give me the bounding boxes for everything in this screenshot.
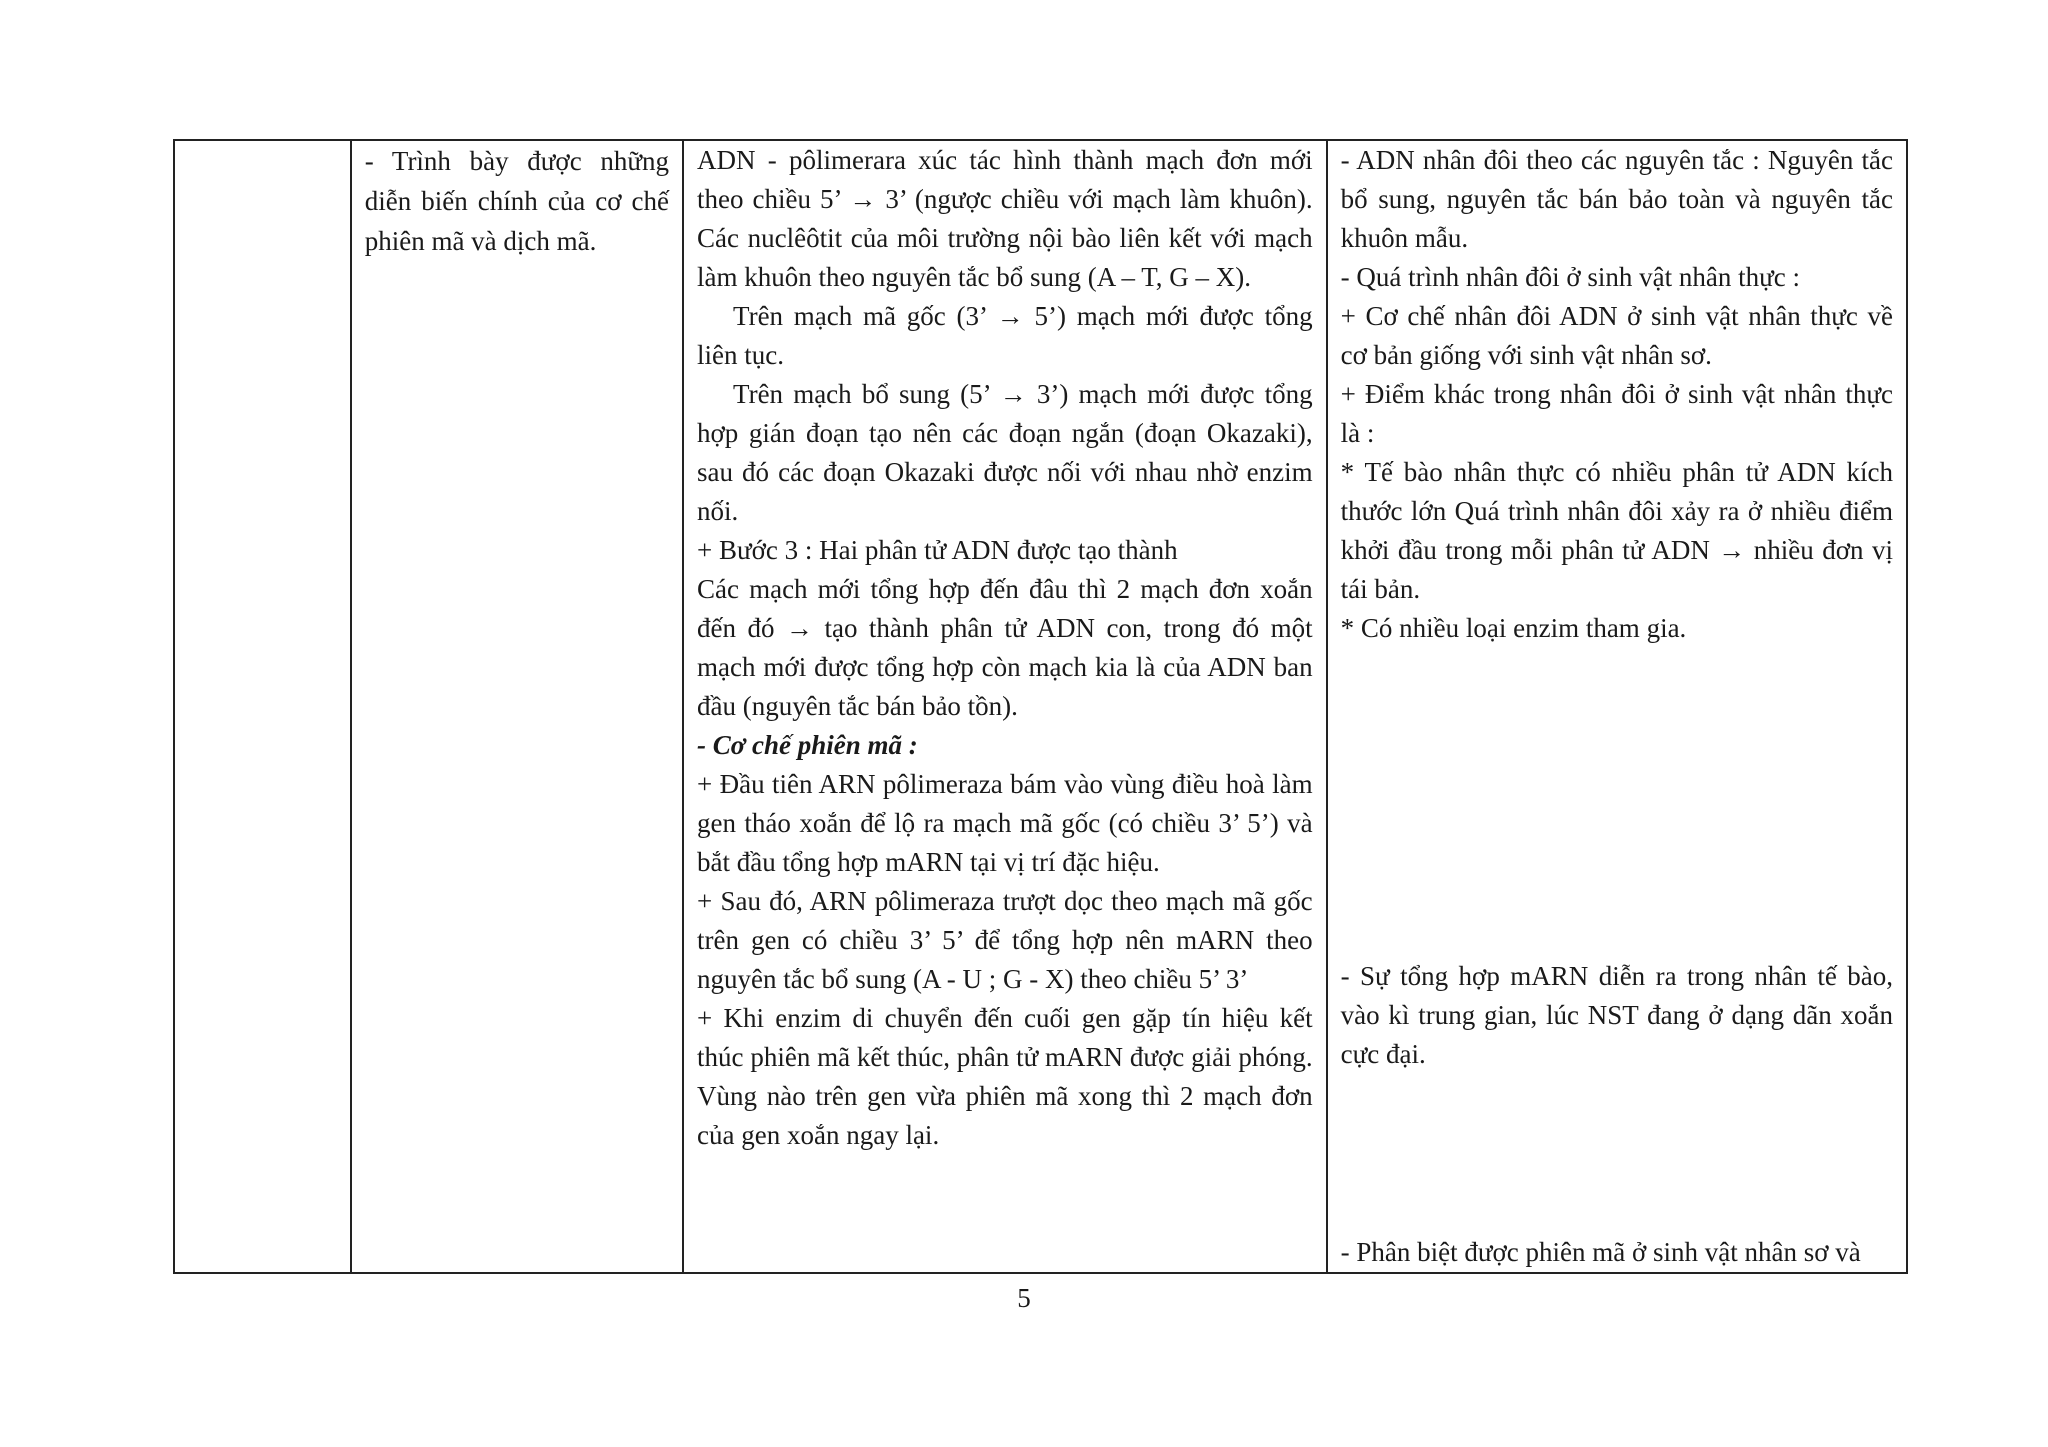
page-number: 5 — [1017, 1283, 1031, 1313]
note-principles: - ADN nhân đôi theo các nguyên tắc : Nguyên tắc bổ sung, nguyên tắc bán bảo toàn và nguyên tắc khuôn mẫu. — [1340, 145, 1893, 253]
spacer — [1341, 648, 1893, 957]
transcription-step1: + Đầu tiên ARN pôlimeraza bám vào vùng điều hoà làm gen tháo xoắn để lộ ra mạch mã gốc (có chiều 3’ 5’) và bắt đầu tổng hợp mARN tại vị trí đặc hiệu. — [697, 769, 1313, 877]
transcription-step2: + Sau đó, ARN pôlimeraza trượt dọc theo mạch mã gốc trên gen có chiều 3’ 5’ để tổng hợp nên mARN theo nguyên tắc bổ sung (A - U ; G - X) theo chiều 5’ 3’ — [697, 886, 1313, 994]
objective-text: - Trình bày được những diễn biến chính của cơ chế phiên mã và dịch mã. — [364, 146, 670, 256]
complementary-strand-paragraph: Trên mạch bổ sung (5’ → 3’) mạch mới được tổng hợp gián đoạn tạo nên các đoạn ngắn (đoạn Okazaki), sau đó các đoạn Okazaki được nối với nhau nhờ enzim nối. — [697, 379, 1313, 526]
step3-paragraph: + Bước 3 : Hai phân tử ADN được tạo thành — [697, 535, 1178, 565]
transcription-heading: - Cơ chế phiên mã : — [697, 730, 918, 760]
note-many-dna: * Tế bào nhân thực có nhiều phân tử ADN kích thước lớn Quá trình nhân đôi xảy ra ở nhiều điểm khởi đầu trong mỗi phân tử ADN → nhiều đơn vị tái bản. — [1340, 457, 1893, 604]
note-mrna-synthesis: - Sự tổng hợp mARN diễn ra trong nhân tế bào, vào kì trung gian, lúc NST đang ở dạng dãn xoắn cực đại. — [1340, 961, 1893, 1069]
template-strand-paragraph: Trên mạch mã gốc (3’ → 5’) mạch mới được tổng liên tục. — [697, 301, 1313, 370]
note-many-enzymes: * Có nhiều loại enzim tham gia. — [1340, 613, 1687, 643]
spacer — [1341, 1074, 1893, 1233]
table-row — [174, 140, 1907, 1273]
objective-cell — [351, 140, 683, 1273]
empty-cell — [174, 140, 351, 1273]
note-eukaryote-similar: + Cơ chế nhân đôi ADN ở sinh vật nhân thực về cơ bản giống với sinh vật nhân sơ. — [1340, 301, 1893, 370]
replication-paragraph: ADN - pôlimerara xúc tác hình thành mạch đơn mới theo chiều 5’ → 3’ (ngược chiều với mạch làm khuôn). Các nuclêôtit của môi trường nội bào liên kết với mạch làm khuôn theo nguyên tắc bổ sung (A – T, G – X). — [697, 145, 1313, 292]
note-eukaryote-diff: + Điểm khác trong nhân đôi ở sinh vật nhân thực là : — [1340, 379, 1893, 448]
content-table — [173, 139, 1908, 1274]
content-cell — [683, 140, 1327, 1273]
transcription-step3: + Khi enzim di chuyển đến cuối gen gặp tín hiệu kết thúc phiên mã kết thúc, phân tử mARN được giải phóng. Vùng nào trên gen vừa phiên mã xong thì 2 mạch đơn của gen xoắn ngay lại. — [697, 1003, 1313, 1150]
note-eukaryote-title: - Quá trình nhân đôi ở sinh vật nhân thực : — [1340, 262, 1800, 292]
notes-cell — [1327, 140, 1907, 1273]
semiconservative-paragraph: Các mạch mới tổng hợp đến đâu thì 2 mạch đơn xoắn đến đó → tạo thành phân tử ADN con, trong đó một mạch mới được tổng hợp còn mạch kia là của ADN ban đầu (nguyên tắc bán bảo tồn). — [697, 574, 1313, 721]
note-distinguish: - Phân biệt được phiên mã ở sinh vật nhân sơ và — [1340, 1237, 1861, 1267]
